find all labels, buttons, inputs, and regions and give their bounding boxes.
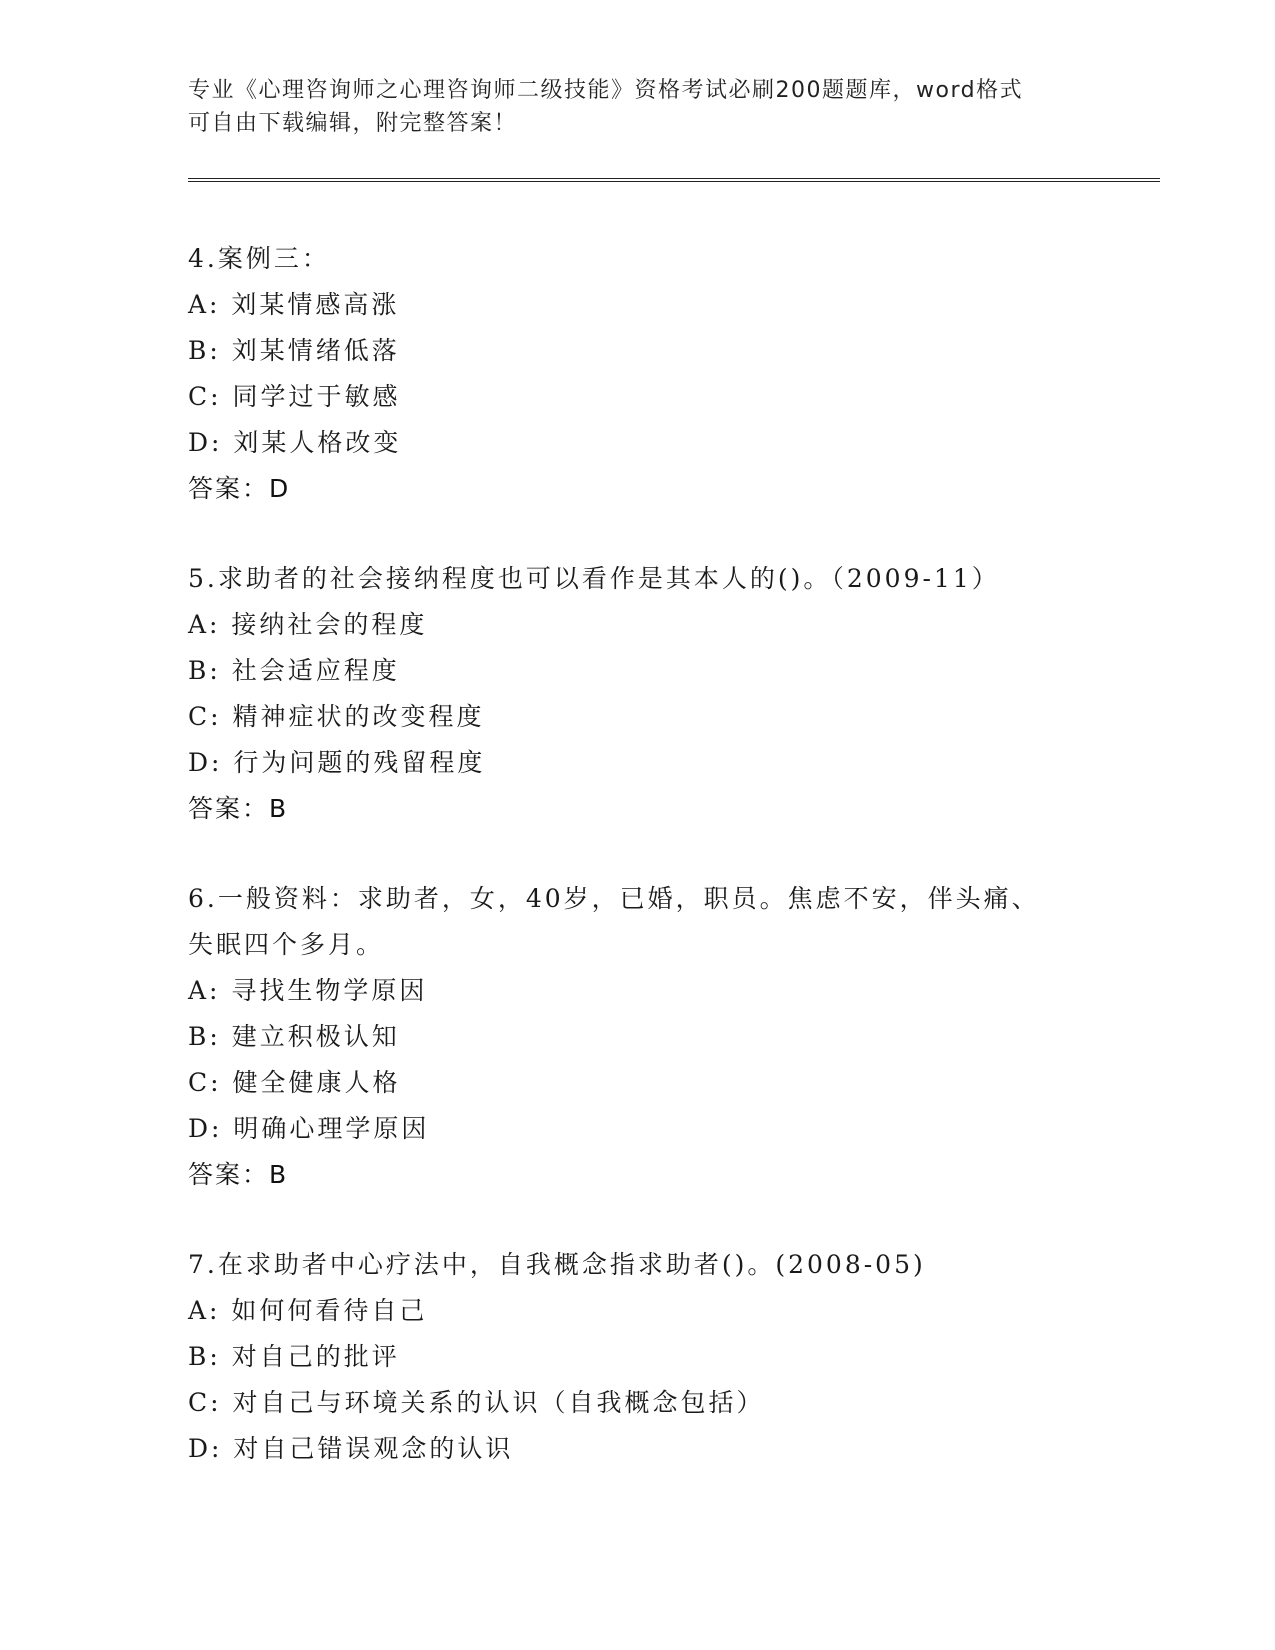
- header-line-1: 专业《心理咨询师之心理咨询师二级技能》资格考试必刷200题题库，word格式: [188, 78, 1024, 103]
- question-7: [188, 1242, 1108, 1472]
- option-c: C: 健全健康人格: [188, 1068, 401, 1097]
- option-d: D: 行为问题的残留程度: [188, 748, 486, 777]
- question-stem: 4.案例三：: [188, 244, 330, 273]
- header-divider: [188, 178, 1160, 182]
- question-6: [188, 876, 1108, 1198]
- answer-label: 答案：B: [188, 1160, 289, 1189]
- option-a: A: 如何何看待自己: [188, 1296, 428, 1325]
- option-b: B: 建立积极认知: [188, 1022, 400, 1051]
- option-b: B: 刘某情绪低落: [188, 336, 400, 365]
- question-5: [188, 556, 1108, 832]
- option-d: D: 对自己错误观念的认识: [188, 1434, 514, 1463]
- question-4: [188, 236, 1108, 512]
- option-b: B: 对自己的批评: [188, 1342, 400, 1371]
- question-stem: 7.在求助者中心疗法中，自我概念指求助者()。(2008-05): [188, 1250, 926, 1279]
- option-a: A: 接纳社会的程度: [188, 610, 428, 639]
- answer-label: 答案：B: [188, 794, 289, 823]
- option-a: A: 寻找生物学原因: [188, 976, 428, 1005]
- option-d: D: 明确心理学原因: [188, 1114, 430, 1143]
- option-c: C: 同学过于敏感: [188, 382, 401, 411]
- question-stem: 5.求助者的社会接纳程度也可以看作是其本人的()。（2009-11）: [188, 564, 1000, 593]
- document-header: [188, 74, 1088, 140]
- option-c: C: 对自己与环境关系的认识（自我概念包括）: [188, 1388, 765, 1417]
- option-b: B: 社会适应程度: [188, 656, 400, 685]
- question-stem: 6.一般资料：求助者，女，40岁，已婚，职员。焦虑不安，伴头痛、: [188, 884, 1040, 913]
- option-a: A: 刘某情感高涨: [188, 290, 400, 319]
- answer-label: 答案：D: [188, 474, 291, 503]
- option-c: C: 精神症状的改变程度: [188, 702, 485, 731]
- question-stem-continued: 失眠四个多月。: [188, 930, 385, 959]
- header-line-2: 可自由下载编辑，附完整答案！: [188, 111, 518, 136]
- option-d: D: 刘某人格改变: [188, 428, 402, 457]
